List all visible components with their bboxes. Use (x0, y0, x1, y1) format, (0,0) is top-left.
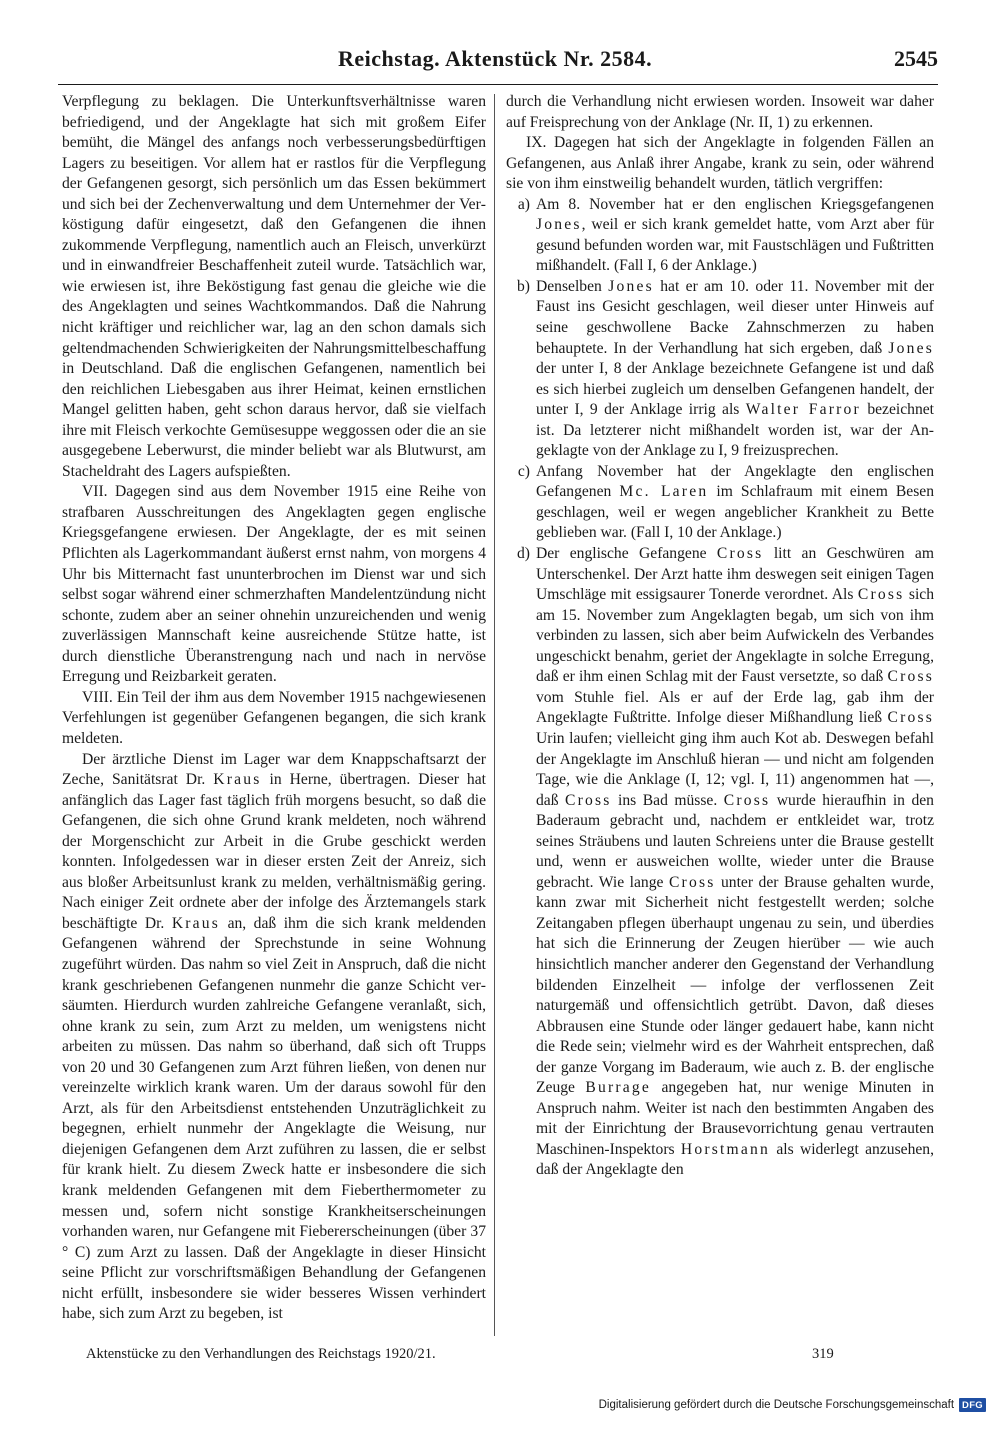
list-item-d (506, 544, 934, 1181)
text-run: in Herne, übertragen. Dieser hat anfänglich das Lager fast täglich früh morgens besucht, so daß die Gefangenen, die sich ohne Grund krank meldeten, noch während der Morgenschicht zur Arbeit in die Grube geschickt werden konnten. Infolgedessen war in dieser ersten Zeit der Anreiz, sich aus bloßer Arbeitsunlust krank zu melden, verhältnismäßig gering. Nach einiger Zeit ordnete aber der infolge des Ärztemangels stark beschäftigte Dr. (62, 771, 486, 932)
text-run: Der englische Gefangene (536, 545, 707, 563)
digitization-credit (599, 1396, 986, 1414)
list-marker: c) (517, 462, 530, 480)
text-run: sich am 15. November zum Angeklagten begab, um sich von ihm verbinden zu lassen, sich aber beim Aufwickeln des Verbandes ungeschickt benahm, geriet der Angeklagte in solche Erregung, daß er ihm einen Schlag mit der Faust versetzte, so daß (536, 586, 934, 686)
left-column (62, 92, 486, 1342)
header-rule (58, 84, 938, 85)
text-run: hat er am 10. oder 11. November mit der Faust ins Gesicht geschlagen, weil dieser unter Hinweis auf seine geschwollene Backe Zahnschmerzen zu haben behauptete. In der Verhandlung hat sich ergeben, daß (536, 277, 934, 357)
paragraph-vii: VII. Dagegen sind aus dem November 1915 eine Reihe von strafbaren Ausschreitungen des Angeklagten gegen englische Kriegsgefangene erwiesen. Der Angeklagte, der es mit seinen Pflichten als Lagerkommandant äußerst ernst nahm, von morgens 4 Uhr bis Mitternacht fast ununterbrochen im Dienst war und sich selbst sogar während einer schmerzhaften Mandelentzündung nicht schonte, zudem aber an seiner ohnehin unzureichenden und wenig zuverlässigen Mannschaft keine ausreichende Stütze hatte, ist durch dienstliche Überanstrengung nach und nach in nervöse Erregung und Reizbarkeit geraten. (62, 483, 486, 686)
text-run: , weil er sich krank gemeldet hatte, vom Arzt aber für gesund befunden worden war, mit Faustschlägen und Fußtritten mißhandelt. (Fall I, 6 der Anklage.) (536, 216, 934, 275)
right-column (506, 92, 934, 1342)
text-run: Der ärztliche Dienst im Lager war dem Knappschaftsarzt der Zeche, Sanitätsrat Dr. (62, 750, 486, 789)
paragraph-ix: IX. Dagegen hat sich der Angeklagte in folgenden Fällen an Gefangenen, aus Anlaß ihrer Angabe, krank zu sein, oder während sie von ihm einstweilig behandelt wurden, tätlich vergriffen: (506, 134, 934, 193)
person-name: Kraus (213, 771, 262, 789)
person-name: Kraus (171, 914, 221, 932)
list-marker: a) (517, 195, 530, 213)
dfg-logo-icon: DFG (959, 1398, 986, 1412)
text-run: Am 8. November hat er den englischen Kriegsgefangenen (536, 195, 934, 213)
person-name: Walter Farror (745, 401, 861, 419)
list-item-body (536, 277, 934, 462)
text-run: im Schlafraum mit einem Besen geschlagen, weil er wegen angeblicher Krankheit zu Bette geblieben war. (Fall I, 10 der Anklage.) (536, 483, 934, 542)
paragraph (62, 750, 486, 1325)
list-item-body (536, 195, 934, 277)
paragraph: Verpflegung zu beklagen. Die Unterkunftsverhältnisse waren befriedigend, und der Angeklagte hat sich mit großem Eifer bemüht, die Mängel des anfangs noch verbesserungsbedürftigen Lagers zu beseitigen. Vor allem hat er rastlos für die Verpflegung der Gefangenen gesorgt, sich persönlich um das Essen bekümmert und sich bei der Zechenverwaltung und dem Unternehmer der Verköstigung dafür eingesetzt, daß den Gefangenen die ihnen zukommende Verpflegung, namentlich auch an Fleisch, unverkürzt und in einwandfreier Beschaffenheit zuteil wurde. Tatsächlich war, wie erwiesen ist, ihre Beköstigung fast genau die gleiche wie die des Angeklagten und seines Wachtkommandos. Daß die Nahrung nicht kräftiger und reichlicher war, lag an den schon damals sich geltendmachenden Schwierigkeiten der Nahrungsmittelbeschaffung in Deutschland. Daß die englischen Gefangenen, namentlich bei den reichlichen Liebesgaben aus ihrer Heimat, keinen ernstlichen Mangel gelitten haben, geht schon daraus hervor, daß sie vielfach ihre mit Fleisch verkochte Gemüsesuppe weggossen oder die an sie ausgegebene Leberwurst, die minder beliebt war als Blutwurst, am Stacheldraht des Lagers aufspießten. (62, 93, 486, 480)
text-run: wurde hieraufhin in den Baderaum gebracht und, nachdem er entkleidet war, trotz seines Sträubens und lauten Schreiens unter die Brause gestellt und, wenn er auswеichen wollte, wieder unter die Brause gebracht. Wie lange (536, 791, 934, 891)
text-run: Denselben (536, 277, 602, 295)
person-name: Cross (716, 545, 764, 563)
text-run: der unter I, 8 der Anklage bezeichnete Gefangene ist und daß es sich hierbei zugleich um denselben Gefangenen handelt, der unter I, 9 der Anklage irrig als (536, 360, 934, 419)
text-run: litt an Geschwüren am Unterschenkel. Der Arzt hatte ihm deswegen seit einigen Tagen Umschläge mit essigsaurer Tonerde verordnet. Als (536, 545, 934, 604)
text-run: ins Bad müsse. (618, 791, 718, 809)
text-run: Urin laufen; vielleicht ging ihm auch Kot ab. Deswegen befahl der Angeklagte im Anschluß hieran — und nicht am folgenden Tage, wie die Anklage (I, 12; vgl. I, 11) angenommen hat —, daß (536, 729, 934, 809)
text-run: angegeben hat, nur wenige Minuten in Anspruch nahm. Weiter ist nach den bestimmten Angaben des mit der Einrichtung der Brausevorrichtung genau vertrauten Maschinen-Inspektors (536, 1079, 934, 1158)
list-marker: b) (517, 277, 530, 295)
list-item-a (506, 195, 934, 277)
person-name: Horstmann (680, 1140, 770, 1158)
page-title: Reichstag. Aktenstück Nr. 2584. (338, 46, 653, 71)
person-name: Cross (857, 586, 905, 604)
person-name: Burrage (585, 1079, 652, 1097)
person-name: Cross (887, 668, 934, 686)
person-name: Cross (723, 791, 771, 809)
person-name: Mc. Laren (619, 483, 709, 501)
text-run: unter der Brause gehalten wurde, kann zwar mit Sicherheit nicht festgestellt werden; solche Zeitangaben pflegen überhaupt ungenau zu sein, und überdies hat sich die Erinnerung der Zeugen hierüber — wie auch hinsichtlich mancher anderer den Gegenstand der Verhandlung bildenden Einzelheit — infolge der verflossenen Zeit naturgemäß und offensichtlich getrübt. Davon, daß dieses Abbrausen eine Stunde oder länger gedauert habe, kann nicht die Rede sein; vielmehr wird es der Wahrheit entsprechen, daß der ganze Vorgang im Baderaum, wie auch z. B. der englische Zeuge (536, 873, 934, 1097)
list-item-b (506, 277, 934, 462)
credit-text: Digitalisierung gefördert durch die Deutsche Forschungsgemeinschaft (598, 1399, 955, 1411)
list-item-body (536, 544, 934, 1181)
person-name: Cross (565, 791, 612, 809)
person-name: Jones (888, 339, 934, 357)
page-number: 2545 (894, 46, 938, 71)
column-divider (494, 94, 495, 1336)
text-run: vom Stuhle fiel. Als er auf der Erde lag, gab ihm der Angeklagte Fußtritte. Infolge dieser Mißhandlung ließ (536, 688, 934, 727)
person-name: Jones (608, 277, 654, 295)
paragraph: durch die Verhandlung nicht erwiesen worden. Insoweit war daher auf Freisprechung von der Anklage (Nr. II, 1) zu erkennen. (506, 93, 934, 131)
text-run: als widerlegt anzusehen, daß der Angeklagte den (536, 1140, 934, 1179)
paragraph-viii: VIII. Ein Teil der ihm aus dem November 1915 nachgewiesenen Verfehlungen ist gegenüber Gefangenen begangen, die sich krank meldeten. (62, 688, 486, 747)
list-item-body (536, 462, 934, 544)
page-header (58, 44, 938, 78)
text-run: bezeichnet ist. Da letzterer nicht mißhandelt worden ist, war der Angeklagte von der Anklage zu I, 9 freizusprechen. (536, 401, 934, 460)
text-run: Anfang November hat der Angeklagte den englischen Gefangenen (536, 462, 934, 501)
text-run: an, daß ihm die sich krank meldenden Gefangenen während der Sprechstunde in seine Wohnung zugeführt würden. Das nahm so viel Zeit in Anspruch, daß die nicht krank geschriebenen Gefangenen nunmehr die ganze Schicht versäumten. Hierdurch wurden zahlreiche Gefangene veranlaßt, sich, ohne krank zu sein, zum Arzt zu melden, um wenigstens nicht arbeiten zu müssen. Das nahm so überhand, daß sich oft Trupps von 20 und 30 Gefangenen zum Arzt führen ließen, von denen nur vereinzelte wirklich krank waren. Um der daraus sowohl für den Arzt, als für den Arbeitsdienst entstehenden Unzuträglichkeit zu begegnen, erhielt nunmehr der Angeklagte die Weisung, nur diejenigen Gefangenen dem Arzt zuführen zu lassen, die er selbst für krank hielt. Zu diesem Zweck hatte er insbesondere die sich krank meldenden Gefangenen mit dem Fieberthermometer zu messen und, sofern nicht sonstige Krankheitserscheinungen vorhanden waren, nur Gefangene mit Fiebererscheinungen (über 37 ° C) zum Arzt zu lassen. Daß der Angeklagte in dieser Hinsicht seine Pflicht zur vorschriftsmäßigen Behandlung der Gefangenen nicht erfüllt, insbesondere sie wider besseres Wissen verhindert habe, sich zum Arzt zu begeben, ist (62, 914, 486, 1323)
person-name: Jones (536, 216, 582, 234)
footer-page-number: 319 (812, 1346, 834, 1362)
person-name: Cross (887, 709, 934, 727)
person-name: Cross (668, 873, 716, 891)
list-marker: d) (517, 545, 530, 563)
footer-source: Aktenstücke zu den Verhandlungen des Reichstags 1920/21. (86, 1346, 436, 1362)
list-item-c (506, 462, 934, 544)
